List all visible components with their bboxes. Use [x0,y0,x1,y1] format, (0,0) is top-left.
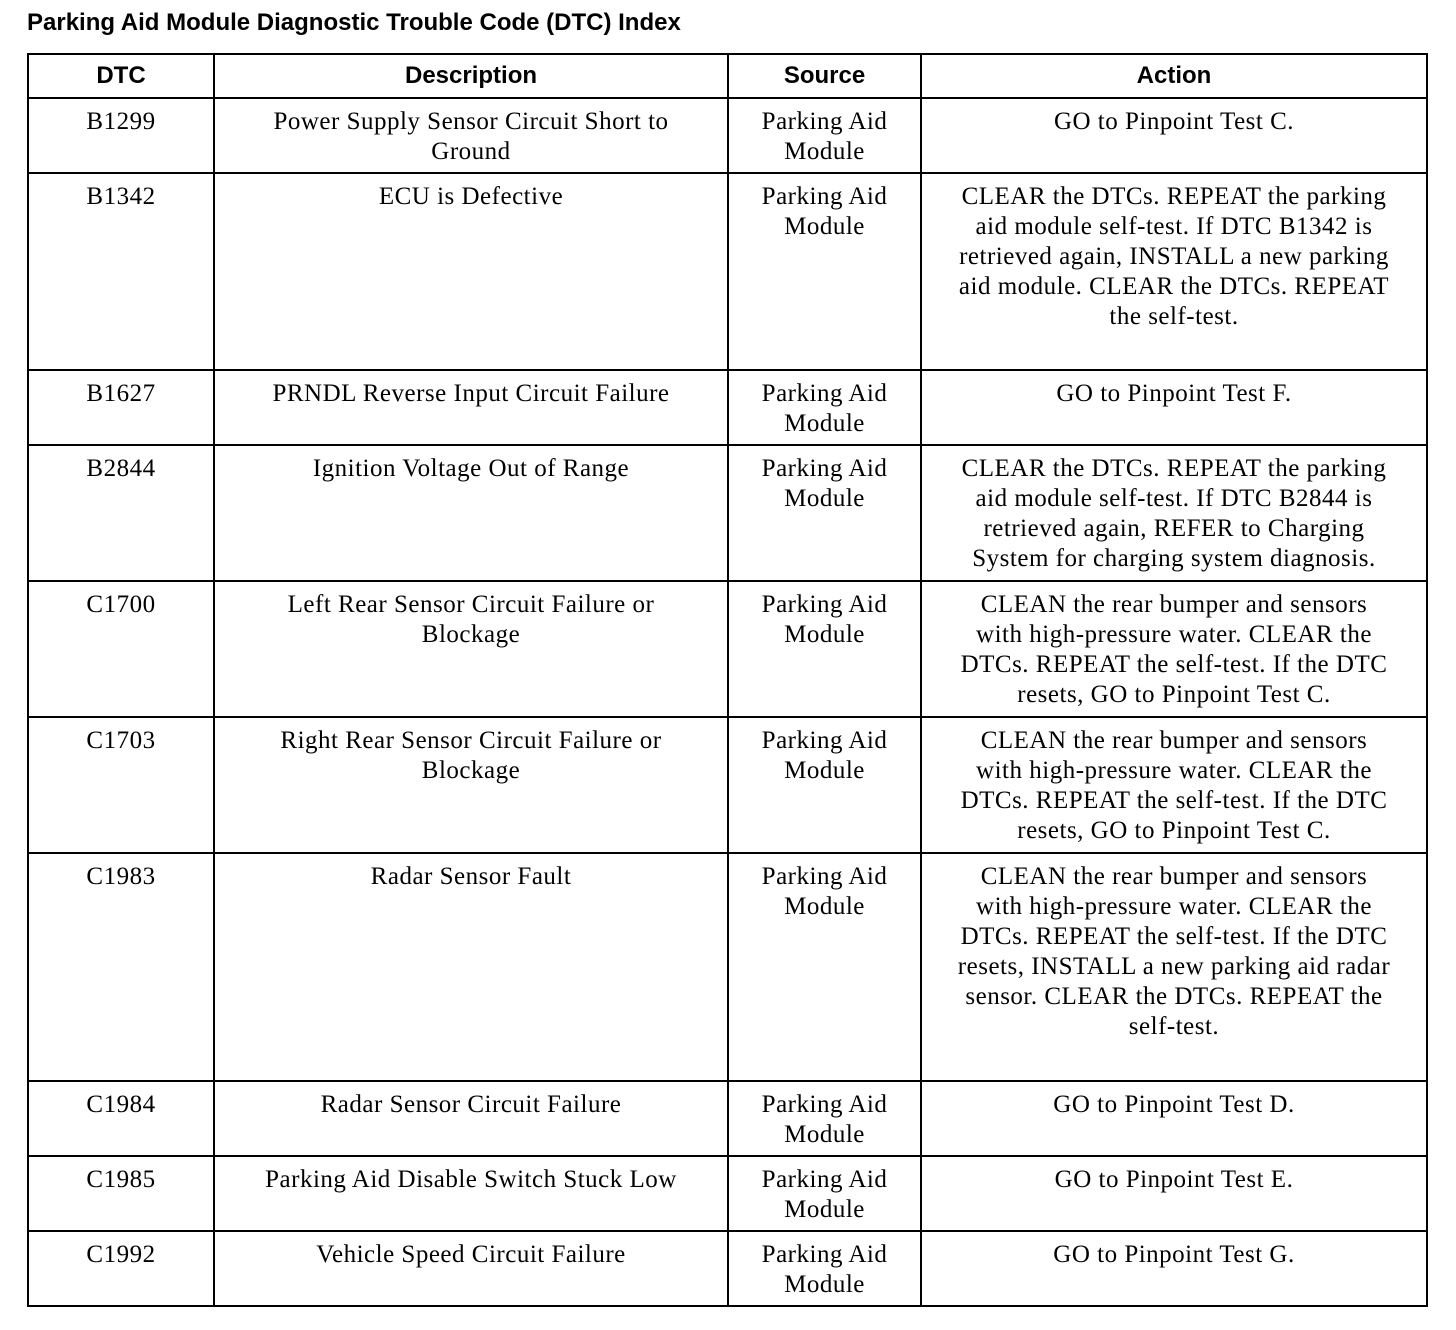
description-cell: ECU is Defective [214,173,728,370]
table-row [28,717,1427,853]
header-source: Source [728,54,921,98]
table-row [28,445,1427,581]
action-cell: CLEAN the rear bumper and sensors with high-pressure water. CLEAR the DTCs. REPEAT the self-test. If the DTC resets, GO to Pinpoint Test C. [921,581,1427,717]
action-cell: GO to Pinpoint Test C. [921,98,1427,173]
source-cell: Parking Aid Module [728,1081,921,1156]
description-cell: Left Rear Sensor Circuit Failure or Blockage [214,581,728,717]
dtc-cell: C1984 [28,1081,214,1156]
action-cell: GO to Pinpoint Test D. [921,1081,1427,1156]
table-row [28,370,1427,445]
dtc-cell: C1983 [28,853,214,1081]
source-cell: Parking Aid Module [728,1231,921,1306]
dtc-cell: B1299 [28,98,214,173]
action-cell: CLEAN the rear bumper and sensors with high-pressure water. CLEAR the DTCs. REPEAT the self-test. If the DTC resets, GO to Pinpoint Test C. [921,717,1427,853]
description-cell: Radar Sensor Circuit Failure [214,1081,728,1156]
page-title: Parking Aid Module Diagnostic Trouble Code (DTC) Index [27,9,681,36]
description-cell: Ignition Voltage Out of Range [214,445,728,581]
action-cell: GO to Pinpoint Test F. [921,370,1427,445]
table-header-row [28,54,1427,98]
action-cell: CLEAN the rear bumper and sensors with high-pressure water. CLEAR the DTCs. REPEAT the self-test. If the DTC resets, INSTALL a new parking aid radar sensor. CLEAR the DTCs. REPEAT the self-test. [921,853,1427,1081]
source-cell: Parking Aid Module [728,370,921,445]
description-cell: Vehicle Speed Circuit Failure [214,1231,728,1306]
description-cell: Parking Aid Disable Switch Stuck Low [214,1156,728,1231]
source-cell: Parking Aid Module [728,581,921,717]
dtc-table [27,53,1428,1307]
table-row [28,1231,1427,1306]
table-row [28,98,1427,173]
description-cell: PRNDL Reverse Input Circuit Failure [214,370,728,445]
source-cell: Parking Aid Module [728,717,921,853]
dtc-cell: B1342 [28,173,214,370]
description-cell: Power Supply Sensor Circuit Short to Ground [214,98,728,173]
action-cell: CLEAR the DTCs. REPEAT the parking aid module self-test. If DTC B1342 is retrieved again, INSTALL a new parking aid module. CLEAR the DTCs. REPEAT the self-test. [921,173,1427,370]
table-row [28,173,1427,370]
action-cell: GO to Pinpoint Test E. [921,1156,1427,1231]
header-action: Action [921,54,1427,98]
dtc-cell: C1992 [28,1231,214,1306]
table-row [28,581,1427,717]
action-cell: CLEAR the DTCs. REPEAT the parking aid module self-test. If DTC B2844 is retrieved again, REFER to Charging System for charging system diagnosis. [921,445,1427,581]
header-description: Description [214,54,728,98]
dtc-cell: C1985 [28,1156,214,1231]
header-dtc: DTC [28,54,214,98]
source-cell: Parking Aid Module [728,98,921,173]
table-row [28,853,1427,1081]
table-row [28,1156,1427,1231]
description-cell: Radar Sensor Fault [214,853,728,1081]
source-cell: Parking Aid Module [728,445,921,581]
dtc-cell: B2844 [28,445,214,581]
table-body [28,98,1427,1306]
dtc-cell: B1627 [28,370,214,445]
source-cell: Parking Aid Module [728,173,921,370]
table-row [28,1081,1427,1156]
source-cell: Parking Aid Module [728,853,921,1081]
dtc-cell: C1703 [28,717,214,853]
dtc-cell: C1700 [28,581,214,717]
action-cell: GO to Pinpoint Test G. [921,1231,1427,1306]
source-cell: Parking Aid Module [728,1156,921,1231]
description-cell: Right Rear Sensor Circuit Failure or Blockage [214,717,728,853]
